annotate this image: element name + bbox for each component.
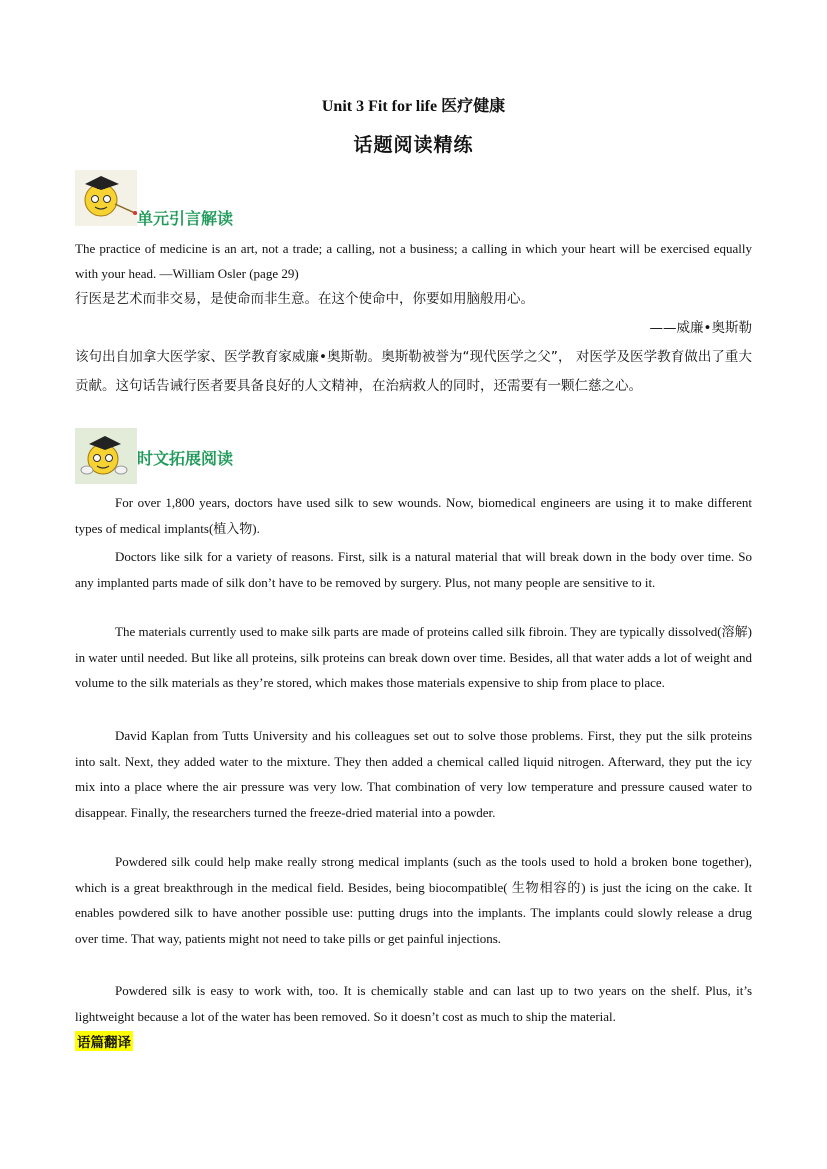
paragraph-1: For over 1,800 years, doctors have used silk to sew wounds. Now, biomedical engineers are using it to make different types of medical implants(植入物).	[75, 495, 752, 536]
quote-english: The practice of medicine is an art, not a trade; a calling, not a business; a calling in which your heart will be exercised equally with your head. —William Osler (page 29)	[75, 241, 752, 281]
page-subtitle: 话题阅读精练	[353, 135, 474, 156]
quote-attribution: ——威廉•奥斯勒	[649, 320, 752, 336]
paragraph-3: The materials currently used to make silk parts are made of proteins called silk fibroin. They are typically dissolved(溶解) in water until needed. But like all proteins, silk proteins can break down over time. Besides, all that water adds a lot of weight and volume to the silk materials as they’re stored, which makes those materials expensive to ship from place to place.	[75, 624, 752, 691]
quote-chinese: 行医是艺术而非交易，是使命而非生意。在这个使命中，你要如用脑般用心。	[75, 291, 534, 307]
section-label-quote: 单元引言解读	[137, 209, 234, 228]
paragraph-6: Powdered silk is easy to work with, too. It is chemically stable and can last up to two years on the shelf. Plus, it’s lightweight because a lot of the water has been removed. So it doesn’t cost as much to ship the material.	[75, 983, 752, 1024]
section-label-reading: 时文拓展阅读	[137, 449, 234, 468]
quote-explanation: 该句出自加拿大医学家、医学教育家威廉•奥斯勒。奥斯勒被誉为“现代医学之父”， 对医学及医学教育做出了重大贡献。这句话告诫行医者要具备良好的人文精神，在治病救人的同时，还需要有一颗仁慈之心。	[75, 349, 752, 394]
unit-title: Unit 3 Fit for life 医疗健康	[321, 98, 506, 115]
paragraph-4: David Kaplan from Tutts University and his colleagues set out to solve those problems. First, they put the silk proteins into salt. Next, they added water to the mixture. They then added a chemical called liquid nitrogen. Afterward, they put the icy mix into a place where the air pressure was very low. That combination of very low temperature and pressure caused water to disappear. Finally, the researchers turned the freeze-dried material into a powder.	[75, 728, 752, 821]
paragraph-2: Doctors like silk for a variety of reasons. First, silk is a natural material that will break down in the body over time. So any implanted parts made of silk don’t have to be removed by surgery. Plus, not many people are sensitive to it.	[75, 549, 752, 590]
scholar-cartoon-icon	[75, 170, 137, 226]
scholar-cartoon-icon	[75, 428, 137, 484]
paragraph-5: Powdered silk could help make really strong medical implants (such as the tools used to hold a broken bone together), which is a great breakthrough in the medical field. Besides, being biocompatible( 生物相容的) is just the icing on the cake. It enables powdered silk to have another possible use: putting drugs into the implants. The implants could slowly release a drug over time. That way, patients might not need to take pills or get painful injections.	[75, 854, 752, 947]
section-label-translation: 语篇翻译	[75, 1031, 133, 1051]
